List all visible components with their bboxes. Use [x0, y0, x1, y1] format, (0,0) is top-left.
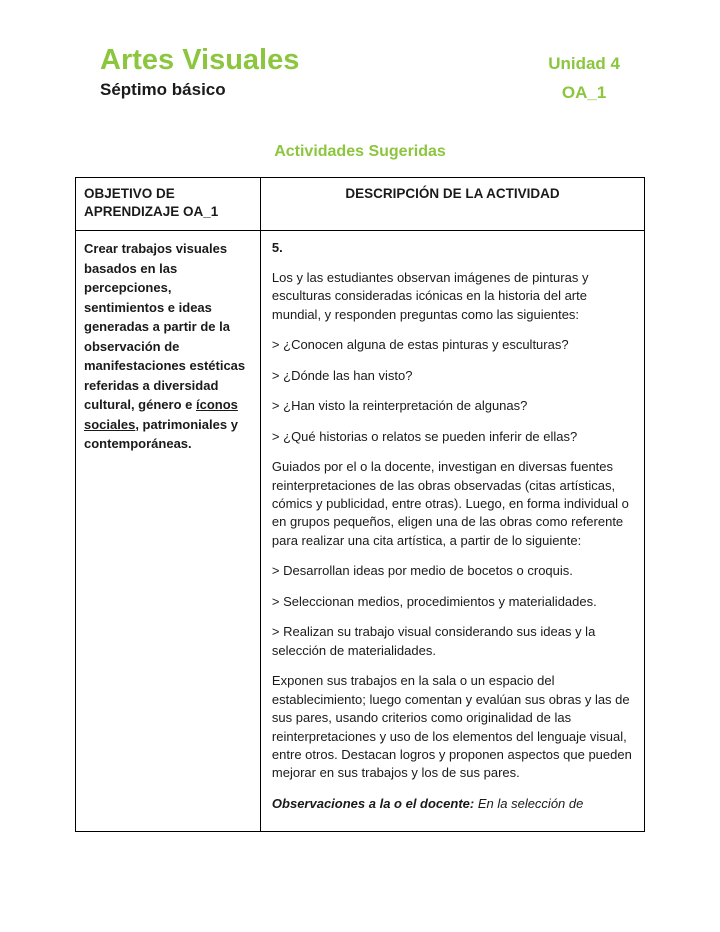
document-header [75, 45, 645, 103]
activity-question: > ¿Dónde las han visto? [271, 367, 413, 383]
activity-step: > Realizan su trabajo visual considerando sus ideas y la selección de materialidades. [271, 624, 596, 658]
objective-column-header: OBJETIVO DE APRENDIZAJE OA_1 [76, 178, 261, 231]
page-subtitle: Séptimo básico [100, 79, 226, 99]
activity-intro: Los y las estudiantes observan imágenes de pinturas y esculturas consideradas icónicas en la historia del arte mundial, y responden preguntas como las siguientes: [271, 269, 589, 322]
activity-cell [260, 231, 644, 832]
header-right [548, 45, 620, 103]
unit-label: Unidad 4 [548, 54, 620, 73]
header-left [100, 45, 299, 100]
observations-text: En la selección de [474, 795, 584, 811]
activity-step: > Seleccionan medios, procedimientos y materialidades. [271, 593, 597, 609]
observations-paragraph [272, 795, 633, 813]
activity-table [75, 177, 645, 832]
activity-question: > ¿Qué historias o relatos se pueden inferir de ellas? [271, 428, 578, 444]
oa-label: OA_1 [561, 83, 607, 102]
objective-text-start: Crear trabajos visuales basados en las percepciones, sentimientos e ideas generadas a partir de la observación de manifestaciones estéticas referidas a diversidad cultural, género e [84, 241, 246, 413]
observations-label: Observaciones a la o el docente: [271, 795, 475, 811]
page-title: Artes Visuales [100, 44, 300, 76]
section-title: Actividades Sugeridas [274, 143, 446, 160]
table-header-row [76, 178, 645, 231]
activity-paragraph: Exponen sus trabajos en la sala o un espacio del establecimiento; luego comentan y evalúan sus obras y las de sus pares, usando criterios como originalidad de las reinterpretaciones y uso de los elementos del lenguaje visual, entre otros. Destacan logros y proponen aspectos que pueden mejorar en sus trabajos y los de sus pares. [271, 673, 632, 781]
table-body-row [76, 231, 645, 832]
objective-text-underlined: íconos sociales [84, 397, 238, 432]
activity-question: > ¿Conocen alguna de estas pinturas y esculturas? [271, 337, 569, 353]
activity-step: > Desarrollan ideas por medio de bocetos o croquis. [271, 563, 573, 579]
objective-cell [76, 231, 261, 832]
activity-number: 5. [271, 240, 283, 256]
objective-text-end: , patrimoniales y contemporáneas. [84, 416, 238, 452]
description-column-header: DESCRIPCIÓN DE LA ACTIVIDAD [260, 178, 644, 231]
activity-question: > ¿Han visto la reinterpretación de algunas? [271, 398, 528, 414]
activity-paragraph: Guiados por el o la docente, investigan en diversas fuentes reinterpretaciones de las obras observadas (citas artísticas, cómics y publicidad, entre otras). Luego, en forma individual o en grupos pequeños, eligen una de las obras como referente para realizar una cita artística, a partir de lo siguiente: [271, 459, 629, 548]
